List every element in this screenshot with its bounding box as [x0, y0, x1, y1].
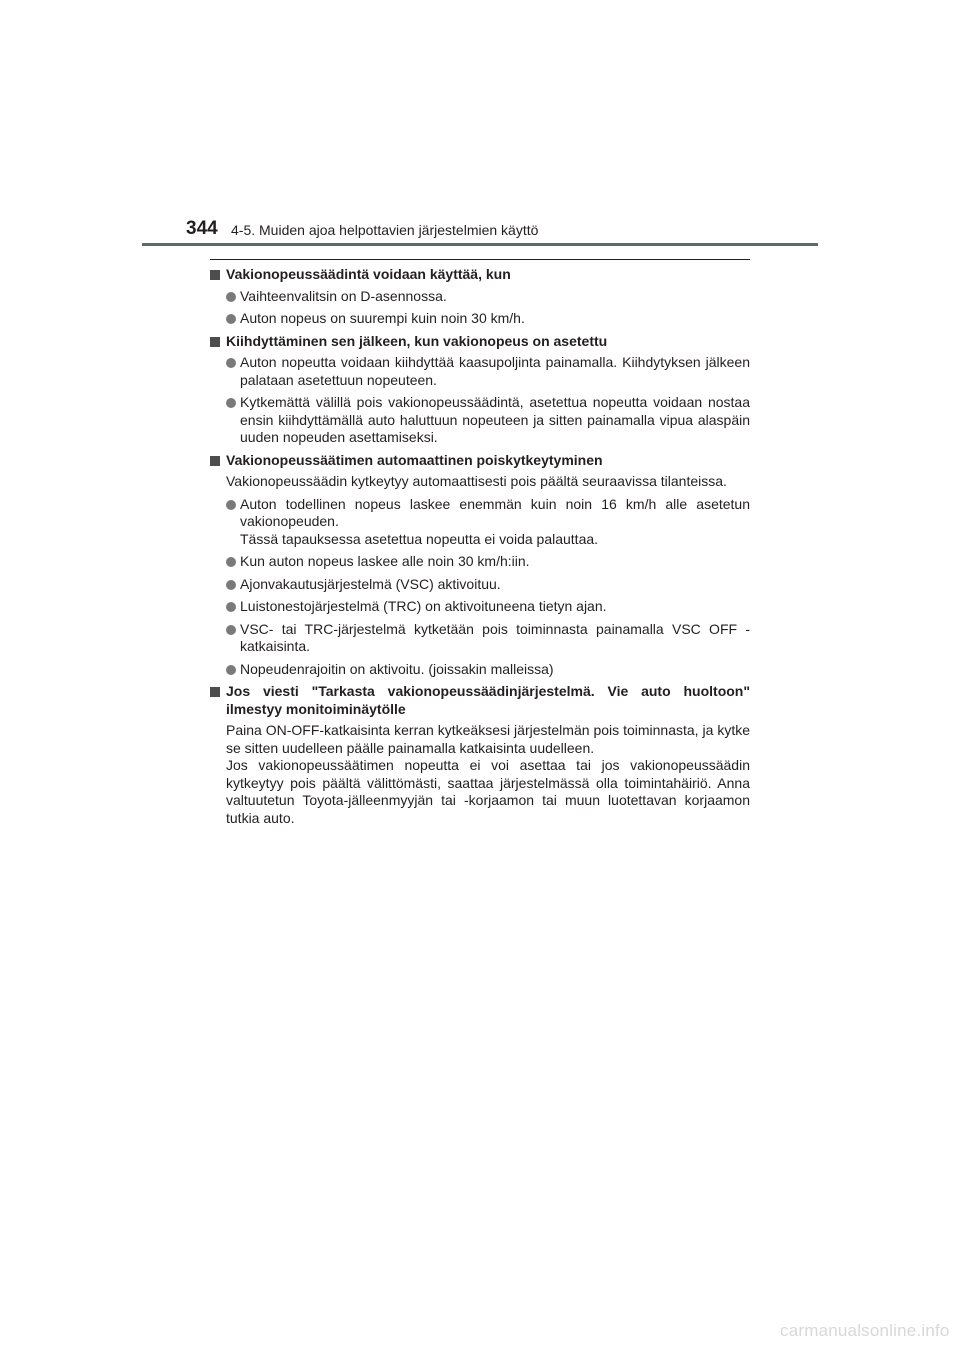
circle-bullet-icon: [226, 500, 236, 510]
content-rule: [210, 259, 750, 260]
circle-bullet-icon: [226, 358, 236, 368]
list-item: [210, 354, 750, 389]
section: [210, 683, 750, 827]
square-bullet-icon: [210, 456, 220, 466]
section-paragraph: [210, 473, 750, 491]
list-item: [210, 288, 750, 306]
list-item: [210, 310, 750, 328]
section: [210, 452, 750, 679]
list-item-text: Kytkemättä välillä pois vakionopeussäädintä, asetettua nopeutta voidaan nostaa ensin kiihdyttämällä auto haluttuun nopeuteen ja sitten painamalla vipua alaspäin uuden nopeuden asettamiseksi.: [240, 394, 750, 445]
section-heading: [210, 683, 750, 718]
list-item-text: Auton nopeutta voidaan kiihdyttää kaasupoljinta painamalla. Kiihdytyksen jälkeen palataan asetettuun nopeuteen.: [240, 354, 750, 388]
section-heading-text: Jos viesti "Tarkasta vakionopeussäädinjärjestelmä. Vie auto huoltoon" ilmestyy monitoiminäytölle: [226, 683, 750, 717]
square-bullet-icon: [210, 337, 220, 347]
section: [210, 266, 750, 328]
circle-bullet-icon: [226, 665, 236, 675]
page-number: 344: [186, 218, 218, 239]
manual-content: [210, 266, 750, 832]
circle-bullet-icon: [226, 625, 236, 635]
list-item: [210, 598, 750, 616]
list-item: [210, 661, 750, 679]
header-rule: [142, 243, 818, 246]
square-bullet-icon: [210, 687, 220, 697]
circle-bullet-icon: [226, 398, 236, 408]
list-item-text: Nopeudenrajoitin on aktivoitu. (joissakin malleissa): [240, 660, 554, 677]
chapter-title: 4-5. Muiden ajoa helpottavien järjestelmien käyttö: [231, 222, 539, 238]
list-item-text: Auton nopeus on suurempi kuin noin 30 km/h.: [240, 310, 525, 326]
section: [210, 333, 750, 447]
circle-bullet-icon: [226, 602, 236, 612]
circle-bullet-icon: [226, 580, 236, 590]
circle-bullet-icon: [226, 292, 236, 302]
section-heading-text: Vakionopeussäätimen automaattinen poiskytkeytyminen: [226, 451, 603, 468]
section-heading-text: Vakionopeussäädintä voidaan käyttää, kun: [226, 266, 511, 282]
paragraph-text: Vakionopeussäädin kytkeytyy automaattisesti pois päältä seuraavissa tilanteissa.: [226, 473, 727, 489]
watermark: carmanualsonline.info: [780, 1321, 950, 1340]
list-item: [210, 394, 750, 447]
section-paragraph: [210, 722, 750, 827]
list-item: [210, 621, 750, 656]
list-item: [210, 553, 750, 571]
paragraph-text: Paina ON-OFF-katkaisinta kerran kytkeäksesi järjestelmän pois toiminnasta, ja kytke se sitten uudelleen päälle painamalla katkaisinta uudelleen. Jos vakionopeussäätimen nopeutta ei voi asettaa tai jos vakionopeussäädin kytkeytyy pois päältä välittömästi, saattaa järjestelmässä olla toimintahäiriö. Anna valtuutetun Toyota-jälleenmyyjän tai -korjaamon tai muun luotettavan korjaamon tutkia auto.: [226, 722, 750, 826]
circle-bullet-icon: [226, 314, 236, 324]
list-item-text: Kun auton nopeus laskee alle noin 30 km/h:iin.: [240, 553, 530, 569]
list-item-text: Luistonestojärjestelmä (TRC) on aktivoituneena tietyn ajan.: [240, 598, 607, 614]
list-item-text: Vaihteenvalitsin on D-asennossa.: [240, 287, 447, 304]
section-heading: [210, 452, 750, 470]
square-bullet-icon: [210, 270, 220, 280]
section-heading: [210, 266, 750, 284]
section-heading: [210, 333, 750, 351]
list-item-text: Ajonvakautusjärjestelmä (VSC) aktivoituu.: [240, 575, 501, 592]
section-heading-text: Kiihdyttäminen sen jälkeen, kun vakionopeus on asetettu: [226, 332, 608, 349]
list-item: [210, 496, 750, 549]
list-item-text: VSC- tai TRC-järjestelmä kytketään pois toiminnasta painamalla VSC OFF -katkaisinta.: [240, 620, 750, 654]
list-item: [210, 576, 750, 594]
list-item-text: Auton todellinen nopeus laskee enemmän kuin noin 16 km/h alle asetetun vakionopeuden. Tässä tapauksessa asetettua nopeutta ei voida palauttaa.: [240, 495, 750, 547]
circle-bullet-icon: [226, 557, 236, 567]
